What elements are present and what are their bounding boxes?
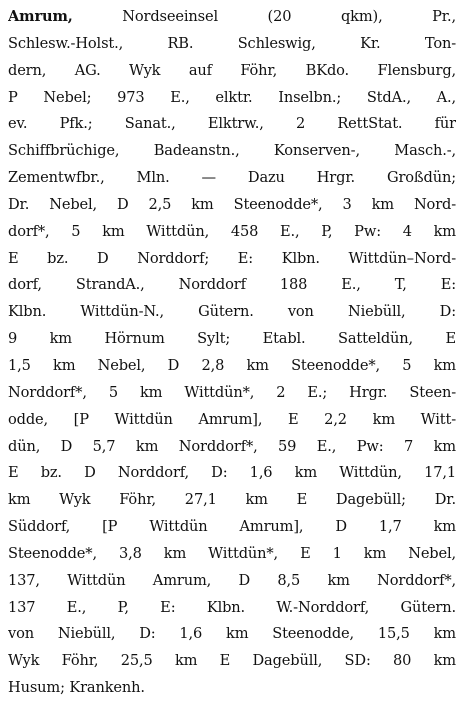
text-line: 9 km Hörnum Sylt; Etabl. Satteldün, E	[8, 330, 456, 348]
text-line: Norddorf*, 5 km Wittdün*, 2 E.; Hrgr. Steen-	[8, 383, 456, 401]
text-line: ev. Pfk.; Sanat., Elktrw., 2 RettStat. für	[8, 115, 456, 133]
text-line: E bz. D Norddorf, D: 1,6 km Wittdün, 17,1	[8, 464, 456, 482]
text-line: P Nebel; 973 E., elktr. Inselbn.; StdA., A.,	[8, 88, 456, 106]
text-line: km Wyk Föhr, 27,1 km E Dagebüll; Dr.	[8, 491, 456, 509]
text-line: 1,5 km Nebel, D 2,8 km Steenodde*, 5 km	[8, 356, 456, 374]
text-line: Zementwfbr., Mln. — Dazu Hrgr. Großdün;	[8, 169, 456, 187]
gazetteer-entry	[8, 4, 456, 702]
text-line: Süddorf, [P Wittdün Amrum], D 1,7 km	[8, 518, 456, 536]
text-line: dorf*, 5 km Wittdün, 458 E., P, Pw: 4 km	[8, 222, 456, 240]
text-line: dorf, StrandA., Norddorf 188 E., T, E:	[8, 276, 456, 294]
text-line-content: Nordseeinsel (20 qkm), Pr.,	[122, 8, 456, 25]
text-line: Schiffbrüchige, Badeanstn., Konserven-, Masch.-,	[8, 142, 456, 160]
text-line: von Niebüll, D: 1,6 km Steenodde, 15,5 km	[8, 625, 456, 643]
text-line: E bz. D Norddorf; E: Klbn. Wittdün–Nord-	[8, 249, 456, 267]
text-line: dün, D 5,7 km Norddorf*, 59 E., Pw: 7 km	[8, 437, 456, 455]
text-line: 137, Wittdün Amrum, D 8,5 km Norddorf*,	[8, 571, 456, 589]
text-line: Dr. Nebel, D 2,5 km Steenodde*, 3 km Nord-	[8, 195, 456, 213]
text-line: Klbn. Wittdün-N., Gütern. von Niebüll, D:	[8, 303, 456, 321]
text-line: Steenodde*, 3,8 km Wittdün*, E 1 km Nebel,	[8, 544, 456, 562]
text-line: Schlesw.-Holst., RB. Schleswig, Kr. Ton-	[8, 34, 456, 52]
text-line: dern, AG. Wyk auf Föhr, BKdo. Flensburg,	[8, 61, 456, 79]
text-line: Wyk Föhr, 25,5 km E Dagebüll, SD: 80 km	[8, 652, 456, 670]
text-line: Husum; Krankenh.	[8, 679, 145, 697]
text-line: odde, [P Wittdün Amrum], E 2,2 km Witt-	[8, 410, 456, 428]
text-line	[8, 4, 456, 31]
headword: Amrum,	[8, 8, 73, 25]
text-line: 137 E., P, E: Klbn. W.-Norddorf, Gütern.	[8, 598, 456, 616]
